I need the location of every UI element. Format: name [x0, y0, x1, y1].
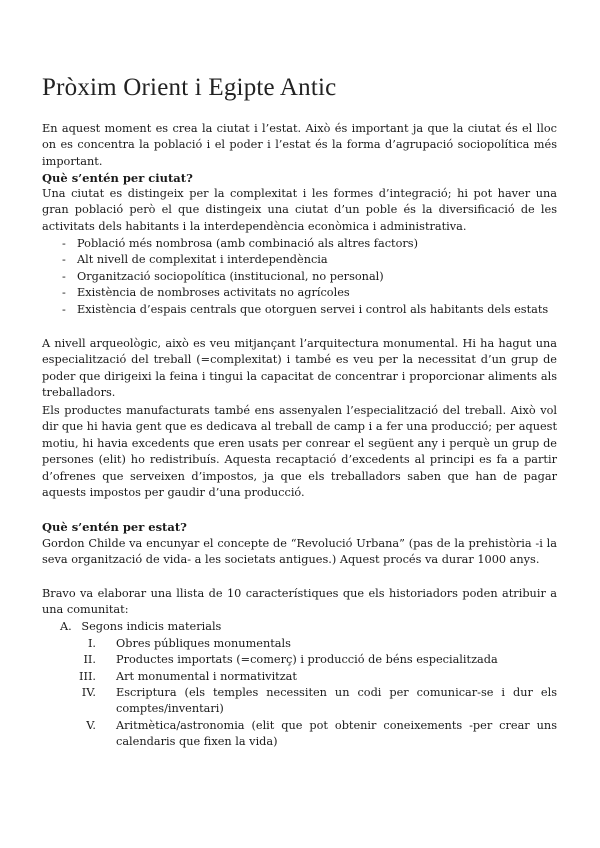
roman-text: Art monumental i normativitzat — [116, 670, 297, 683]
list-item: - Existència de nombroses activitats no agrícoles — [42, 285, 557, 301]
roman-numeral: IV. — [81, 686, 96, 699]
bravo-paragraph: Bravo va elaborar una llista de 10 característiques que els historiadors poden atribuir a una comunitat: — [42, 587, 557, 617]
alpha-list-item — [60, 619, 221, 635]
roman-numeral: II. — [83, 653, 96, 666]
ciutat-paragraph: Una ciutat es distingeix per la complexitat i les formes d’integració; hi pot haver una gran població però el que distingeix una ciutat d’un poble és la diversificació de les activitats dels habitants i la interdependència econòmica i administrativa. — [42, 187, 557, 233]
roman-text: Escriptura (els temples necessiten un codi per comunicar-se i dur els comptes/inventari) — [116, 686, 557, 716]
roman-numeral: III. — [79, 670, 96, 683]
section-heading-ciutat: Què s’entén per ciutat? — [42, 171, 193, 185]
list-item: - Població més nombrosa (amb combinació als altres factors) — [42, 236, 557, 252]
roman-numeral: I. — [87, 637, 96, 650]
roman-text: Productes importats (=comerç) i producció de béns especialitzada — [116, 653, 498, 666]
roman-text: Obres públiques monumentals — [116, 637, 291, 650]
list-item: - Alt nivell de complexitat i interdependència — [42, 252, 557, 268]
section-heading-estat: Què s’entén per estat? — [42, 520, 187, 534]
childe-paragraph: Gordon Childe va encunyar el concepte de “Revolució Urbana” (pas de la prehistòria -i la seva organització de vida- a les societats antigues.) Aquest procés va durar 1000 anys. — [42, 537, 557, 567]
arqueologic-paragraph: A nivell arqueològic, això es veu mitjançant l’arquitectura monumental. Hi ha hagut una especialització del treball (=complexitat) i també es veu per la necessitat d’un grup de poder que dirigeixi la feina i tingui la capacitat de concentrar i proporcionar aliments als treballadors. — [42, 337, 557, 400]
ciutat-bullet-list — [42, 236, 557, 318]
intro-paragraph: En aquest moment es crea la ciutat i l’estat. Això és important ja que la ciutat és el lloc on es concentra la població i el poder i l’estat és la forma d’agrupació sociopolítica més important. — [42, 122, 557, 168]
list-item: - Existència d’espais centrals que otorguen servei i control als habitants dels estats — [42, 302, 557, 318]
roman-text: Aritmètica/astronomia (elit que pot obtenir coneixements -per crear uns calendaris que fixen la vida) — [116, 719, 557, 749]
page-title: Pròxim Orient i Egipte Antic — [42, 74, 337, 101]
alpha-label: A. — [60, 620, 72, 633]
list-item: - Organització sociopolítica (institucional, no personal) — [42, 269, 557, 285]
roman-numeral: V. — [86, 719, 96, 732]
alpha-text: Segons indicis materials — [81, 620, 222, 633]
productes-paragraph: Els productes manufacturats també ens assenyalen l’especialització del treball. Això vol dir que hi havia gent que es dedicava al treball de camp i a fer una producció; per aquest motiu, hi havia excedents que eren usats per conrear el següent any i perquè un grup de persones (elit) ho redistribuís. Aquesta recaptació d’excedents al principi es fa a partir d’ofrenes que serveixen d’impostos, ja que els treballadors saben que han de pagar aquests impostos per gaudir d’una producció. — [42, 404, 557, 500]
